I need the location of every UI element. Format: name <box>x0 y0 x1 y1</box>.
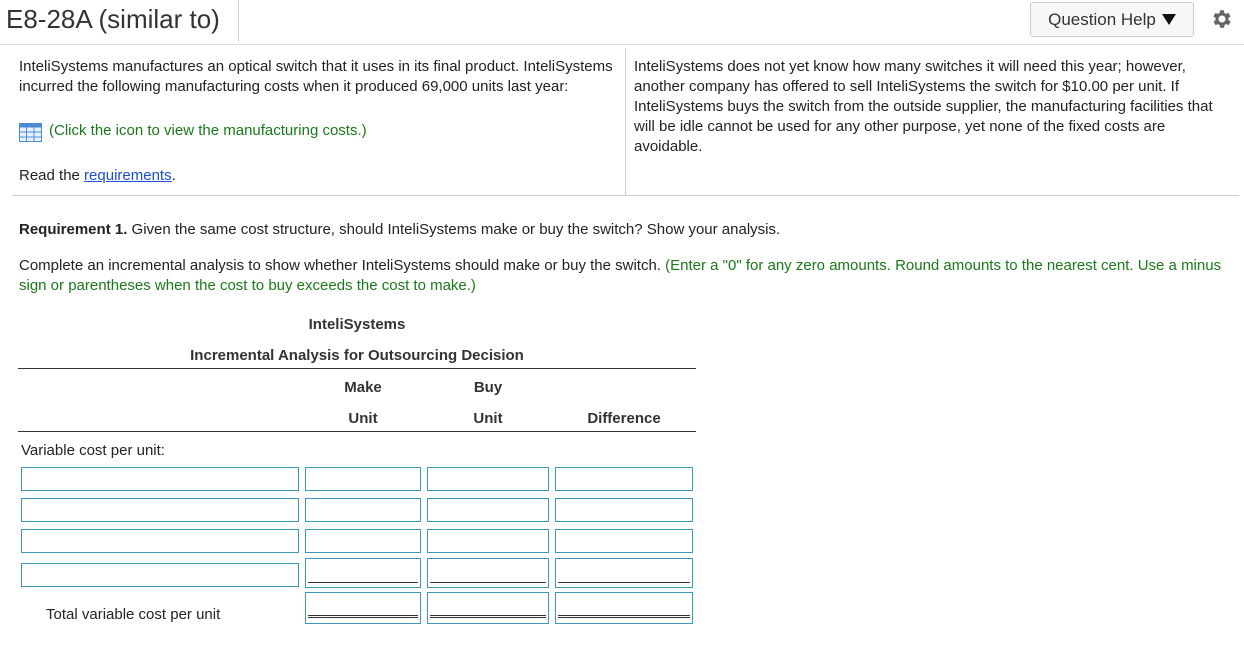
row3-label-input[interactable] <box>21 529 299 553</box>
row4-buy-underline <box>430 582 546 583</box>
question-help-label: Question Help <box>1048 9 1156 29</box>
total-make-double-rule <box>308 615 418 618</box>
row1-label-input[interactable] <box>21 467 299 491</box>
section-divider <box>12 195 1239 196</box>
instruction-main: Complete an incremental analysis to show whether InteliSystems should make or buy the switch. <box>19 257 666 274</box>
requirement-label: Requirement 1. <box>19 221 128 238</box>
col-make-subheader: Unit <box>348 410 378 427</box>
row3-diff-input[interactable] <box>555 529 693 553</box>
question-help-button[interactable] <box>1030 2 1194 37</box>
total-diff-input[interactable] <box>555 592 693 624</box>
col-buy-header: Buy <box>473 379 503 396</box>
col-make-header: Make <box>344 379 382 396</box>
row3-make-input[interactable] <box>305 529 421 553</box>
total-buy-double-rule <box>430 615 546 618</box>
problem-left-text: InteliSystems manufactures an optical switch that it uses in its final product. InteliSystems incurred the following manufacturing costs when it produced 69,000 units last year: <box>19 58 613 95</box>
total-make-input[interactable] <box>305 592 421 624</box>
table-top-rule <box>18 368 696 369</box>
row4-diff-input[interactable] <box>555 558 693 588</box>
variable-cost-label: Variable cost per unit: <box>21 442 165 459</box>
read-prefix: Read the <box>19 167 85 184</box>
total-variable-cost-label: Total variable cost per unit <box>46 606 221 623</box>
view-costs-link[interactable]: (Click the icon to view the manufacturing costs.) <box>49 122 367 139</box>
total-buy-input[interactable] <box>427 592 549 624</box>
read-requirements <box>19 166 176 186</box>
caret-down-icon <box>1162 14 1176 25</box>
company-name: InteliSystems <box>308 316 406 333</box>
table-icon[interactable] <box>19 123 42 142</box>
row3-buy-input[interactable] <box>427 529 549 553</box>
row4-buy-input[interactable] <box>427 558 549 588</box>
row4-diff-underline <box>558 582 690 583</box>
row4-make-underline <box>308 582 418 583</box>
row1-make-input[interactable] <box>305 467 421 491</box>
analysis-title: Incremental Analysis for Outsourcing Decision <box>190 347 524 364</box>
read-suffix: . <box>171 167 176 184</box>
header-divider <box>0 44 1244 45</box>
requirement-question: Given the same cost structure, should InteliSystems make or buy the switch? Show your analysis. <box>127 221 781 238</box>
problem-right-text: InteliSystems does not yet know how many switches it will need this year; however, another company has offered to sell InteliSystems the switch for $10.00 per unit. If InteliSystems buys the switch from the outside supplier, the manufacturing facilities that will be idle cannot be used for any other purpose, yet none of the fixed costs are avoidable. <box>634 58 1213 155</box>
row1-buy-input[interactable] <box>427 467 549 491</box>
requirement-text <box>19 220 780 240</box>
row2-buy-input[interactable] <box>427 498 549 522</box>
row1-diff-input[interactable] <box>555 467 693 491</box>
row4-make-input[interactable] <box>305 558 421 588</box>
row4-label-input[interactable] <box>21 563 299 587</box>
gear-icon[interactable] <box>1210 7 1234 31</box>
requirements-link[interactable]: requirements <box>84 167 172 184</box>
title-divider <box>238 0 239 42</box>
col-buy-subheader: Unit <box>473 410 503 427</box>
col-difference-header: Difference <box>587 410 661 427</box>
row2-diff-input[interactable] <box>555 498 693 522</box>
total-diff-double-rule <box>558 615 690 618</box>
page-title: E8-28A (similar to) <box>6 4 220 34</box>
instruction-text <box>19 256 1234 296</box>
instruction-note: (Enter a "0" for any zero amounts. Round amounts to the nearest cent. Use a minus sign or parentheses when the cost to buy exceeds the cost to make.) <box>19 257 1222 294</box>
column-divider <box>625 48 626 195</box>
header-bottom-rule <box>18 431 696 432</box>
row2-make-input[interactable] <box>305 498 421 522</box>
row2-label-input[interactable] <box>21 498 299 522</box>
